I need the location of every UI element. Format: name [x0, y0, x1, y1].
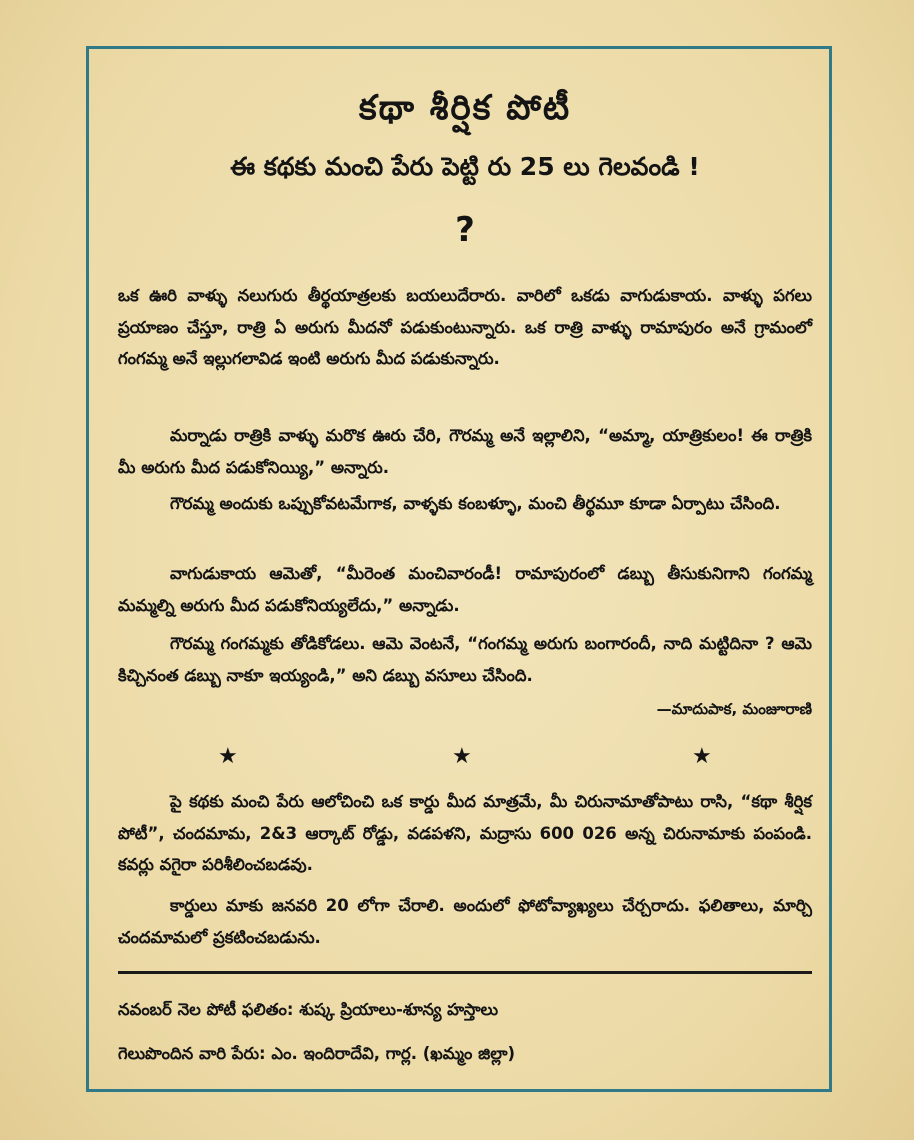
story-paragraph: మర్నాడు రాత్రికి వాళ్ళు మరొక ఊరు చేరి, గౌరమ్మ అనే ఇల్లాలిని, “అమ్మా, యాత్రికులం! ఈ రాత్రికి మీ అరుగు మీద పడుకోనియ్యి,” అన్నారు.	[118, 426, 812, 477]
story-paragraph: గౌరమ్మ గంగమ్మకు తోడికోడలు. ఆమె వెంటనే, “గంగమ్మ అరుగు బంగారందీ, నాది మట్టిదినా ? ఆమె కిచ్చినంత డబ్బు నాకూ ఇయ్యండి,” అని డబ్బు వసూలు చేసింది.	[118, 634, 812, 685]
page-title: కథా శీర్షిక పోటీ	[358, 88, 572, 128]
star-divider	[118, 744, 812, 774]
star-icon: ★	[218, 744, 238, 769]
star-icon: ★	[452, 744, 472, 769]
previous-result: నవంబర్ నెల పోటీ ఫలితం: శుష్క ప్రియాలు-శూన్య హస్తాలు	[118, 1000, 499, 1019]
story-signature: —మాదుపాక, మంజూరాణి	[656, 700, 812, 718]
story-paragraph: వాగుడుకాయ ఆమెతో, “మీరెంత మంచివారండీ! రామాపురంలో డబ్బు తీసుకునిగాని గంగమ్మ మమ్మల్ని అరుగు మీద పడుకోనియ్యలేదు,” అన్నాడు.	[118, 564, 812, 615]
story-paragraph: గౌరమ్మ అందుకు ఒప్పుకోవటమేగాక, వాళ్ళకు కంబళ్ళూ, మంచి తీర్థమూ కూడా ఏర్పాటు చేసింది.	[170, 494, 781, 513]
contest-rules-paragraph: పై కథకు మంచి పేరు ఆలోచించి ఒక కార్డు మీద మాత్రమే, మీ చిరునామాతోపాటు రాసి, “కథా శీర్షిక పోటీ”, చందమామ, 2&3 ఆర్కాట్ రోడ్డు, వడపళని, మద్రాసు 600 026 అన్న చిరునామాకు పంపండి. కవర్లు వగైరా పరిశీలించబడవు.	[118, 792, 812, 874]
page-subtitle: ఈ కథకు మంచి పేరు పెట్టి రు 25 లు గెలవండి !	[230, 152, 700, 181]
story-paragraph: ఒక ఊరి వాళ్ళు నలుగురు తీర్థయాత్రలకు బయలుదేరారు. వారిలో ఒకడు వాగుడుకాయ. వాళ్ళు పగలు ప్రయాణం చేస్తూ, రాత్రి ఏ అరుగు మీదనో పడుకుంటున్నారు. ఒక రాత్రి వాళ్ళు రామాపురం అనే గ్రామంలో గంగమ్మ అనే ఇల్లుగలావిడ ఇంటి అరుగు మీద పడుకున్నారు.	[118, 286, 812, 368]
contest-rules-paragraph: కార్డులు మాకు జనవరి 20 లోగా చేరాలి. అందులో ఫోటోవ్యాఖ్యలు చేర్చరాదు. ఫలితాలు, మార్చి చందమామలో ప్రకటించబడును.	[118, 896, 812, 947]
star-icon: ★	[692, 744, 712, 769]
question-mark: ?	[455, 210, 475, 250]
section-divider	[118, 971, 812, 974]
winner-name: గెలుపొందిన వారి పేరు: ఎం. ఇందిరాదేవి, గార్ల. (ఖమ్మం జిల్లా)	[118, 1044, 516, 1063]
